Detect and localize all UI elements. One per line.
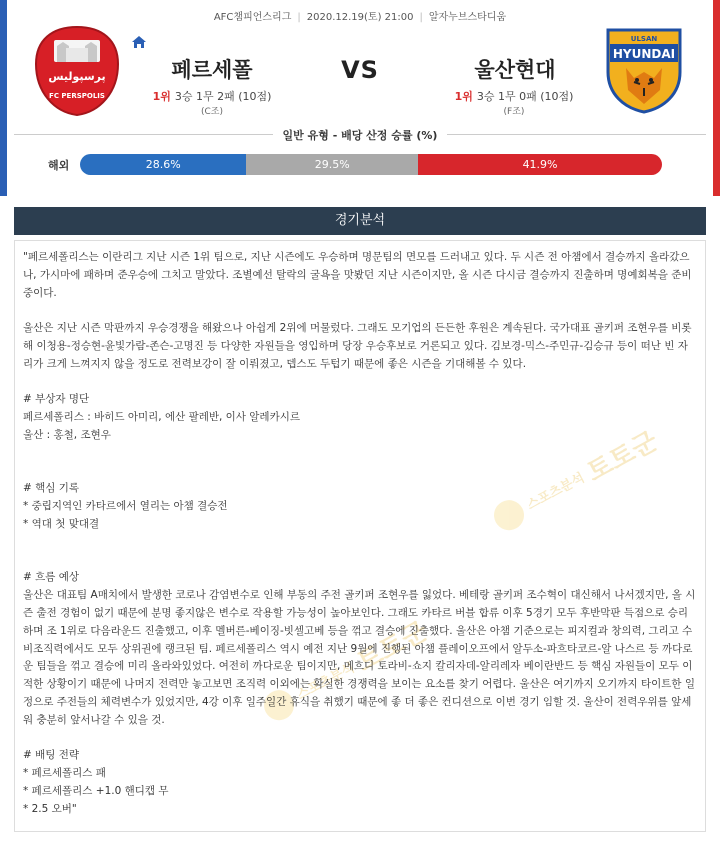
left-accent-bar [0, 0, 7, 196]
watermark: 스포츠분석 토토군 [257, 611, 433, 728]
home-team-name[interactable]: 페르세폴 [171, 58, 253, 82]
away-team-name[interactable]: 울산현대 [474, 58, 556, 82]
away-record [414, 88, 614, 104]
away-win-probability: 41.9% [418, 154, 662, 175]
away-record-text: 3승 1무 0패 (10점) [476, 90, 574, 103]
draw-probability: 29.5% [246, 154, 418, 175]
away-rank: 1위 [454, 90, 473, 103]
home-team-icon[interactable] [131, 35, 147, 49]
league-name: AFC챔피언스리그 [213, 12, 292, 23]
home-rank: 1위 [152, 90, 171, 103]
ulsan-hyundai-logo [600, 26, 688, 114]
analysis-header: 경기분석 [14, 207, 706, 235]
watermark: 스포츠분석 토토군 [487, 421, 663, 538]
analysis-body: "페르세폴리스는 이란리그 지난 시즌 1위 팀으로, 지난 시즌에도 우승하며 명문팀의 면모를 드러내고 있다. 두 시즌 전 아챔에서 결승까지 올라갔으나, 가시마에 패하며 준우승에 그치고 말았다. 조별예선 탈락의 굴욕을 맛봤던 지난 시즌이지만, 올 시즌 다시금 결승까지 진출하며 명예회복을 준비중이다. 울산은 지난 시즌 막판까지 우승경쟁을 해왔으나 아쉽게 2위에 머물렀다. 그래도 모기업의 든든한 후원은 계속된다. 국가대표 골키퍼 조현우를 비롯해 이청용-정승현-윤빛가람-존슨-고명진 등 다양한 자원들을 영입하며 당장 우승후보로 거론되고 있다. 김보경-믹스-주민규-김승규 등이 떠난 빈 자리가 크게 느껴지지 않을 정도로 전력보강이 잘 이뤄졌고, 뎁스도 두텁기 때문에 좋은 시즌을 기대해볼 수 있다. # 부상자 명단 페르세폴리스 : 바히드 아미리, 에산 팔레반, 이사 알레카시르 울산 : 홍철, 조현우 # 핵심 기록 * 중립지역인 카타르에서 열리는 아챔 결승전 * 역대 첫 맞대결 # 흐름 예상 울산은 대표팀 A매치에서 발생한 코로나 감염변수로 인해 부동의 주전 골키퍼 조현우를 잃었다. 베테랑 골키퍼 조수혁이 대신해서 나서겠지만, 올 시즌 출전 경험이 없기 때문에 분명 좋지않은 변수로 작용할 가능성이 높아보인다. 그래도 카타르 버블 합류 이후 5경기 모두 후반막판 득점으로 승리하며 조 1위로 다음라운드 진출했고, 이후 멜버른-베이징-빗셀고베 등을 꺾고 결승에 진출했다. 울산은 아챔 기준으로는 피지컬과 창의력, 그리고 수비조직력에서도 모두 상위권에 랭크된 팀. 페르세폴리스 역시 예전 지난 9월에 진행된 아챔 플레이오프에서 알두소-파흐타코르-알 나스르 등 까다로운 팀들을 꺾고 결승에 미리 올라와있었다. 여전히 까다로운 팀이지만, 메흐디 토라비-쇼지 칼리자데-알리레자 베이란반드 등 핵심 자원들이 모두 이적한 상황이기 때문에 나머지 전력만 놓고보면 조직력 이외에는 확실한 경쟁력을 보이는 요소를 찾기 어렵다. 울산은 여기까지 오기까지 타이트한 일정으로 주전들의 체력변수가 있었지만, 4강 이후 일주일간 휴식을 취했기 때문에 좋 더 좋은 컨디션으로 이번 경기 임할 것. 울산이 전력우위를 앞세워 충분히 앞서나갈 수 있을 것. # 배팅 전략 * 페르세폴리스 패 * 페르세폴리스 +1.0 핸디캡 무 * 2.5 오버" [23, 251, 696, 815]
match-datetime: 2020.12.19(토) 21:00 [306, 12, 414, 23]
home-win-probability: 28.6% [80, 154, 246, 175]
venue-name: 알자누브스타디움 [428, 12, 507, 23]
analysis-panel [14, 240, 706, 832]
vs-label: VS [341, 56, 379, 84]
svg-text:پرسپولیس: پرسپولیس [48, 70, 106, 83]
home-group: (C조) [200, 107, 223, 117]
svg-text:HYUNDAI: HYUNDAI [612, 47, 676, 61]
away-group: (F조) [503, 107, 525, 117]
svg-text:ULSAN: ULSAN [630, 35, 658, 43]
odds-title: 일반 유형 - 배당 산정 승률 (%) [0, 127, 720, 143]
svg-text:FC PERSPOLIS: FC PERSPOLIS [49, 92, 105, 100]
right-accent-bar [713, 0, 720, 196]
odds-bar [80, 154, 662, 175]
perspolis-logo [30, 24, 124, 118]
home-record [112, 88, 312, 104]
odds-source-label: 해외 [48, 159, 70, 172]
home-record-text: 3승 1무 2패 (10점) [174, 90, 272, 103]
match-info: AFC챔피언스리그 | 2020.12.19(토) 21:00 | 알자누브스타디움 [213, 12, 507, 23]
